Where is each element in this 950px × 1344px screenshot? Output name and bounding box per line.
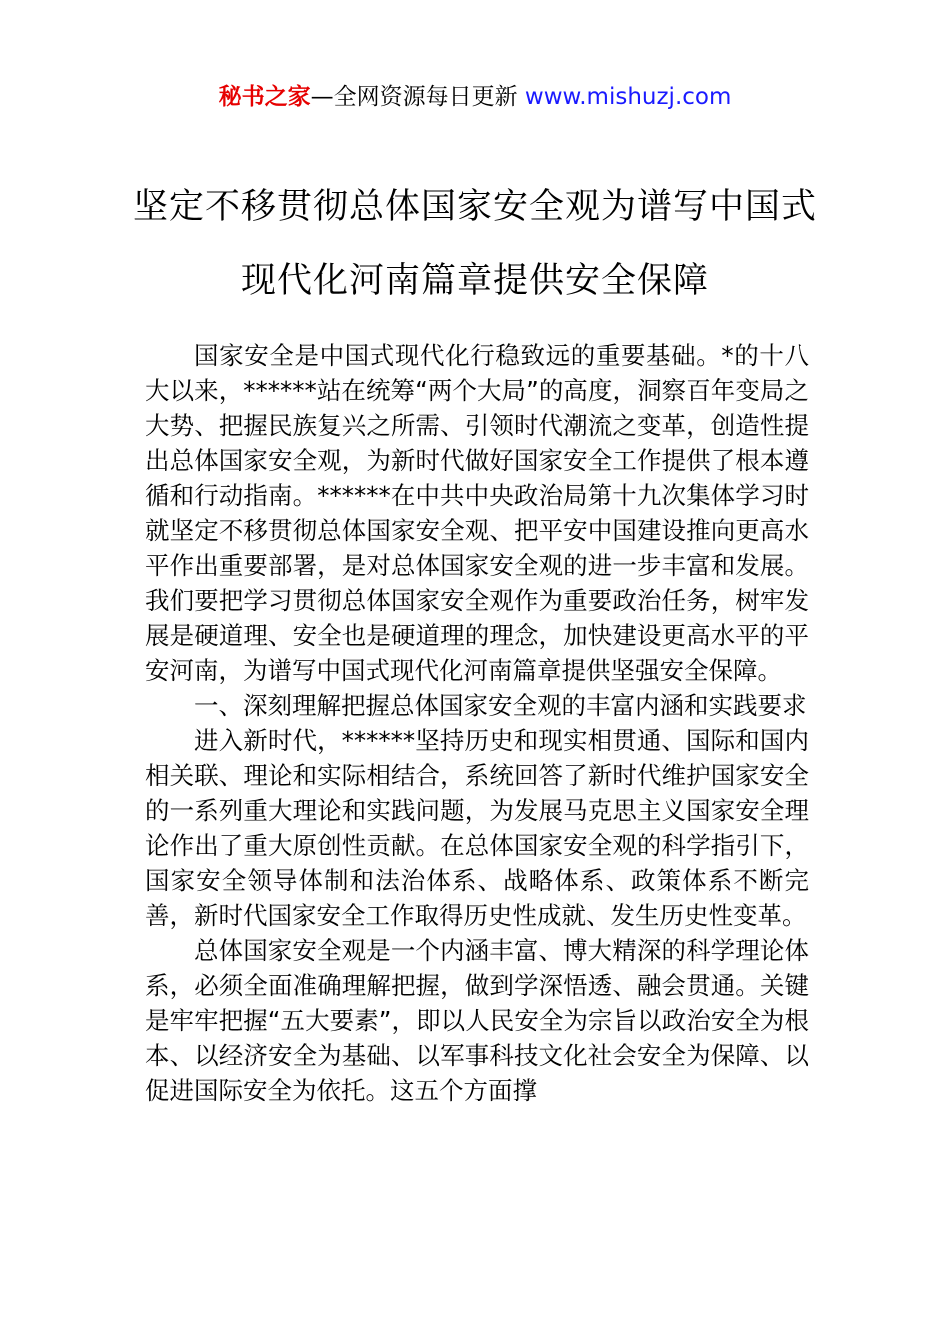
- site-url-link[interactable]: www.mishuzj.com: [524, 84, 732, 110]
- paragraph-intro: 国家安全是中国式现代化行稳致远的重要基础。*的十八大以来，******站在统筹“两个大局”的高度，洞察百年变局之大势、把握民族复兴之所需、引领时代潮流之变革，创造性提出总体国家安全观，为新时代做好国家安全工作提供了根本遵循和行动指南。******在中共中央政治局第十九次集体学习时就坚定不移贯彻总体国家安全观、把平安中国建设推向更高水平作出重要部署，是对总体国家安全观的进一步丰富和发展。我们要把学习贯彻总体国家安全观作为重要政治任务，树牢发展是硬道理、安全也是硬道理的理念，加快建设更高水平的平安河南，为谱写中国式现代化河南篇章提供坚强安全保障。: [145, 341, 809, 685]
- site-brand: 秘书之家: [218, 84, 311, 110]
- section-heading-1: 一、深刻理解把握总体国家安全观的丰富内涵和实践要求: [194, 691, 807, 720]
- site-tagline: —全网资源每日更新: [310, 84, 525, 110]
- document-title: 坚定不移贯彻总体国家安全观为谱写中国式现代化河南篇章提供安全保障: [132, 187, 817, 301]
- document-body: [145, 338, 809, 1108]
- paragraph-section-1-b: 总体国家安全观是一个内涵丰富、博大精深的科学理论体系，必须全面准确理解把握，做到学深悟透、融会贯通。关键是牢牢把握“五大要素”，即以人民安全为宗旨以政治安全为根本、以经济安全为基础、以军事科技文化社会安全为保障、以促进国际安全为依托。这五个方面撑: [145, 936, 809, 1105]
- site-header: [0, 80, 950, 114]
- paragraph-section-1-a: 进入新时代，******坚持历史和现实相贯通、国际和国内相关联、理论和实际相结合，系统回答了新时代维护国家安全的一系列重大理论和实践问题，为发展马克思主义国家安全理论作出了重大原创性贡献。在总体国家安全观的科学指引下，国家安全领导体制和法治体系、战略体系、政策体系不断完善，新时代国家安全工作取得历史性成就、发生历史性变革。: [145, 726, 809, 930]
